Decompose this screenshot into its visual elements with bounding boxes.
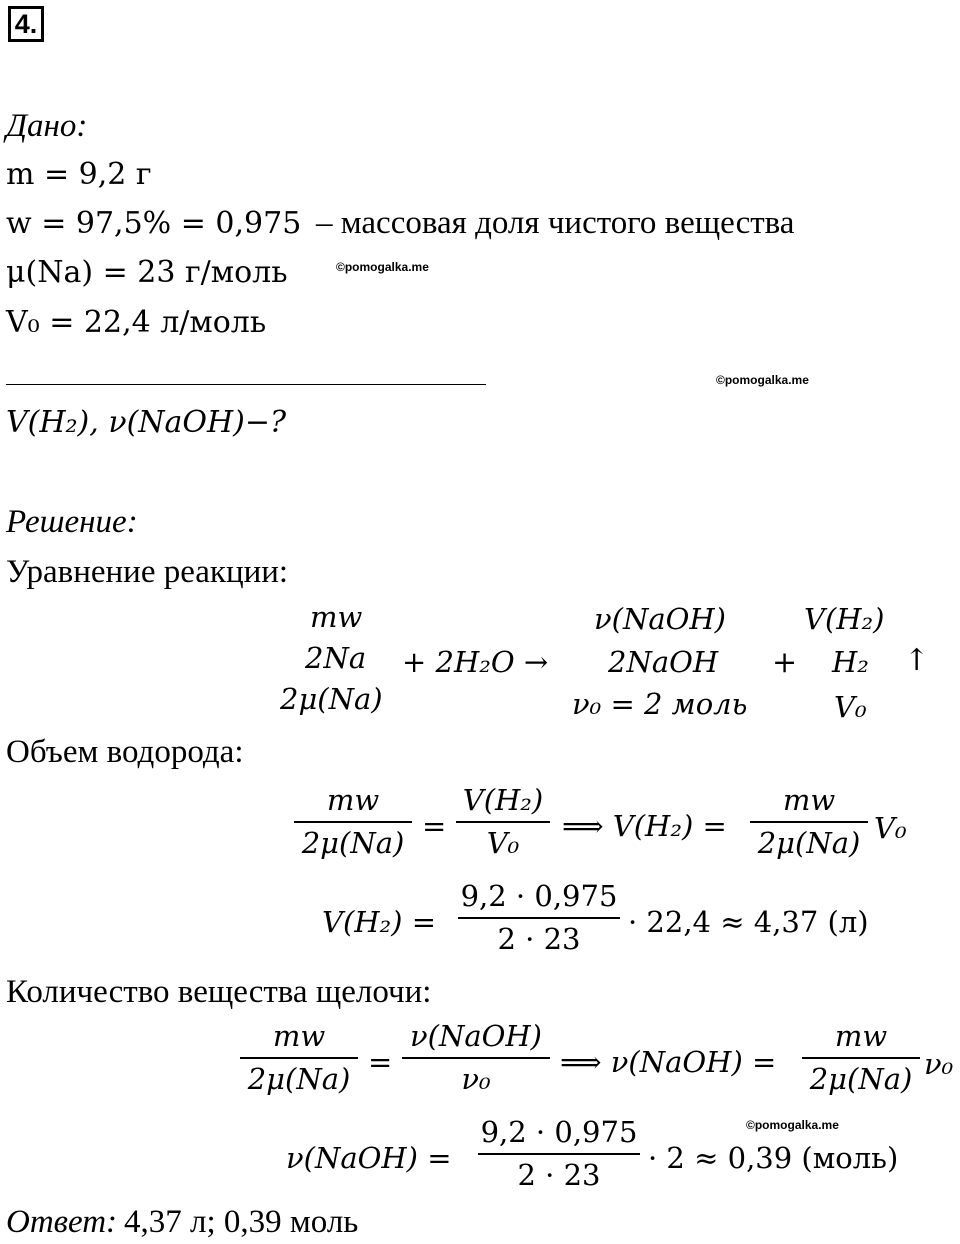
- given-mass: m = 9,2 г: [6, 157, 152, 192]
- given-mass-fraction-note: – массовая доля чистого вещества: [316, 205, 795, 241]
- numerator: V(H₂): [462, 783, 544, 817]
- fraction: [458, 879, 620, 956]
- fraction-bar: [456, 821, 550, 823]
- given-molar-volume: V₀ = 22,4 л/моль: [6, 305, 267, 340]
- volume-heading: Объем водорода:: [6, 734, 244, 770]
- denominator: 2μ(Na): [757, 826, 861, 860]
- find-statement: V(H₂), ν(NaOH)−?: [6, 405, 287, 440]
- denominator: V₀: [486, 826, 520, 860]
- divider-line: [6, 384, 486, 385]
- fraction: [402, 1019, 550, 1096]
- gas-arrow-up-icon: ↑: [904, 643, 930, 678]
- given-molar-mass: μ(Na) = 23 г/моль: [6, 255, 288, 290]
- reaction-na-bottom: 2μ(Na): [280, 682, 383, 716]
- equals-sign: =: [368, 1045, 393, 1079]
- reaction-heading: Уравнение реакции:: [6, 554, 289, 590]
- volume-result: · 22,4 ≈ 4,37 (л): [628, 905, 869, 939]
- fraction-bar: [478, 1153, 640, 1155]
- reaction-naoh-bottom: ν₀ = 2 моль: [572, 687, 748, 721]
- reaction-na-formula: 2Na: [305, 641, 367, 675]
- problem-number: 4.: [8, 6, 44, 42]
- reaction-water-term: + 2H₂O →: [402, 645, 549, 679]
- numerator: mw: [834, 1019, 888, 1053]
- fraction-bar: [458, 917, 620, 919]
- fraction-bar: [750, 821, 868, 823]
- reaction-naoh-formula: 2NaOH: [608, 645, 719, 679]
- denominator: 2 · 23: [497, 922, 581, 956]
- numerator: mw: [782, 783, 836, 817]
- watermark: ©pomogalka.me: [746, 1118, 839, 1132]
- amount-result: · 2 ≈ 0,39 (моль): [648, 1141, 899, 1175]
- fraction: [456, 783, 550, 860]
- fraction: [240, 1019, 358, 1096]
- fraction: [802, 1019, 920, 1096]
- implies-expression: ⟹ ν(NaOH) =: [560, 1045, 777, 1079]
- numerator: mw: [272, 1019, 326, 1053]
- reaction-h2-formula: H₂: [832, 645, 869, 679]
- equals-sign: =: [422, 809, 447, 843]
- fraction-bar: [802, 1057, 920, 1059]
- reaction-na-top: mw: [310, 600, 363, 634]
- numerator: mw: [326, 783, 380, 817]
- given-heading: Дано:: [6, 108, 88, 144]
- reaction-naoh-top: ν(NaOH): [594, 602, 726, 636]
- solution-heading: Решение:: [6, 504, 138, 540]
- denominator: ν₀: [461, 1062, 491, 1096]
- fraction: [750, 783, 868, 860]
- fraction: [478, 1115, 640, 1192]
- numerator: ν(NaOH): [410, 1019, 542, 1053]
- fraction: [294, 783, 412, 860]
- watermark: ©pomogalka.me: [716, 373, 809, 387]
- given-mass-fraction: w = 97,5% = 0,975: [6, 206, 302, 241]
- implies-expression: ⟹ V(H₂) =: [562, 809, 727, 843]
- fraction-bar: [294, 821, 412, 823]
- denominator: 2 · 23: [517, 1158, 601, 1192]
- molar-amount-symbol: ν₀: [924, 1047, 954, 1081]
- fraction-bar: [240, 1057, 358, 1059]
- amount-heading: Количество вещества щелочи:: [6, 974, 432, 1010]
- watermark: ©pomogalka.me: [336, 260, 429, 274]
- reaction-h2-top: V(H₂): [804, 602, 885, 636]
- answer-value: 4,37 л; 0,39 моль: [124, 1204, 359, 1240]
- numerator: 9,2 · 0,975: [480, 1115, 638, 1149]
- denominator: 2μ(Na): [247, 1062, 351, 1096]
- volume-lhs: V(H₂) =: [322, 905, 437, 939]
- amount-lhs: ν(NaOH) =: [286, 1141, 452, 1175]
- answer-label: Ответ:: [6, 1204, 118, 1240]
- numerator: 9,2 · 0,975: [460, 879, 618, 913]
- denominator: 2μ(Na): [809, 1062, 913, 1096]
- denominator: 2μ(Na): [301, 826, 405, 860]
- fraction-bar: [402, 1057, 550, 1059]
- molar-volume-symbol: V₀: [874, 811, 907, 845]
- reaction-plus: +: [772, 645, 798, 680]
- reaction-h2-bottom: V₀: [834, 690, 867, 724]
